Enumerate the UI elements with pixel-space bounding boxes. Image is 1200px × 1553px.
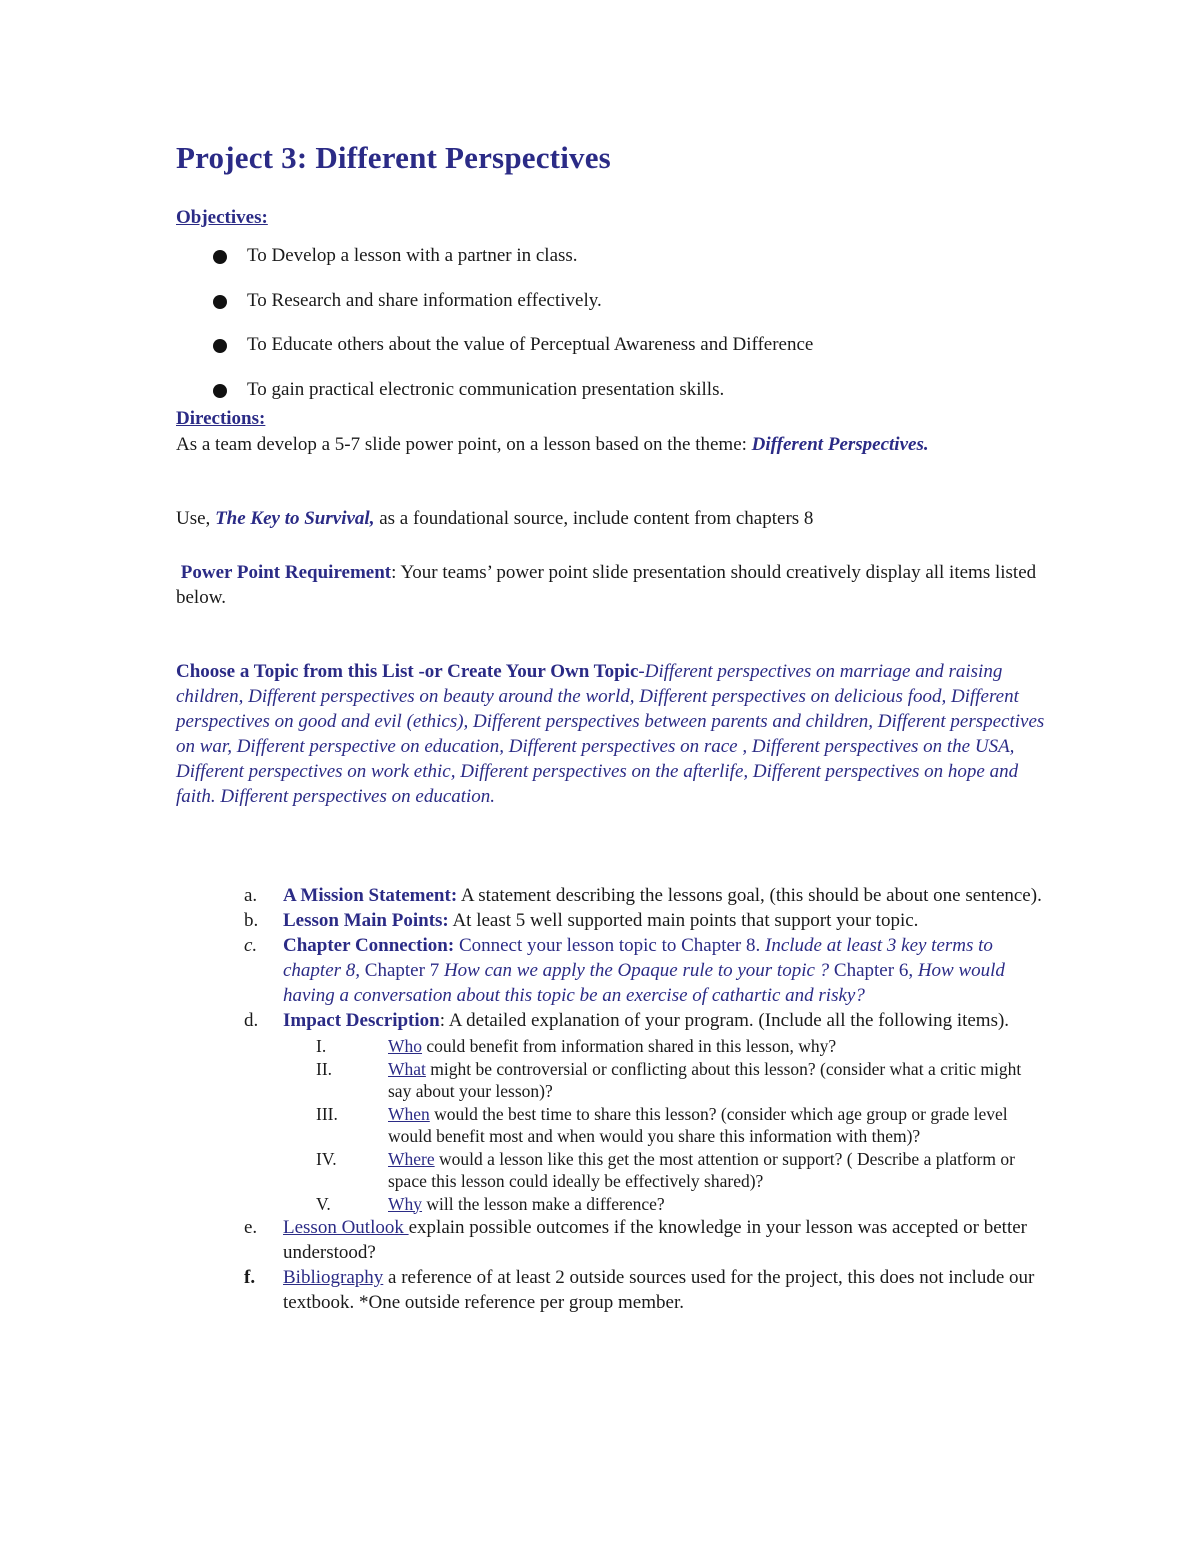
bullet-icon (213, 384, 227, 398)
requirements-list (244, 883, 1044, 1315)
list-item: a. A Mission Statement: A statement describing the lessons goal, (this should be about one sentence). (244, 885, 1042, 906)
list-item: To Educate others about the value of Perceptual Awareness and Difference (208, 330, 813, 375)
list-item: To Develop a lesson with a partner in class. (208, 241, 813, 286)
page-title: Project 3: Different Perspectives (176, 140, 611, 175)
list-item: b. Lesson Main Points: At least 5 well supported main points that support your topic. (244, 910, 919, 931)
list-item: c. Chapter Connection: Connect your lesson topic to Chapter 8. Include at least 3 key terms to chapter 8, Chapter 7 How can we apply the Opaque rule to your topic ? Chapter 6, How would having a conversation about this topic be an exercise of cathartic and risky? (244, 935, 1005, 1006)
topic-options: -Different perspectives on marriage and raising children, Different perspectives on beauty around the world, Different perspectives on delicious food, Different perspectives on good and evil (ethics), Different perspectives between parents and children, Different perspectives on war, Different perspective on education, Different perspectives on race , Different perspectives on the USA, Different perspectives on work ethic, Different perspectives on the afterlife, Different perspectives on hope and faith. Different perspectives on education. (176, 661, 1045, 807)
list-item: III. When would the best time to share this lesson? (consider which age group or grade level would benefit most and when would you share this information with them)? (316, 1103, 1008, 1146)
source-text: Use, The Key to Survival, as a foundational source, include content from chapters 8 (176, 508, 814, 529)
bullet-icon (213, 295, 227, 309)
bullet-icon (213, 339, 227, 353)
directions-heading: Directions: (176, 408, 266, 429)
requirement-label: Power Point Requirement (180, 562, 392, 583)
list-item: IV. Where would a lesson like this get the most attention or support? ( Describe a platform or space this lesson could ideally be effectively shared)? (316, 1148, 1015, 1191)
objectives-heading: Objectives: (176, 207, 268, 228)
textbook-title: The Key to Survival, (215, 508, 375, 529)
requirement-text: Power Point Requirement: Your teams’ power point slide presentation should creatively display all items listed below. (176, 562, 1037, 608)
impact-sublist (283, 1035, 1044, 1215)
list-item: e. Lesson Outlook explain possible outcomes if the knowledge in your lesson was accepted or better understood? (244, 1217, 1027, 1263)
list-item: f. Bibliography a reference of at least 2 outside sources used for the project, this does not include our textbook. *One outside reference per group member. (244, 1267, 1035, 1313)
topic-lead: Choose a Topic from this List -or Create Your Own Topic (176, 661, 639, 682)
theme-name: Different Perspectives. (751, 434, 929, 455)
list-item: I. Who could benefit from information shared in this lesson, why? (316, 1036, 837, 1056)
list-item: To Research and share information effectively. (208, 286, 813, 331)
topic-list (176, 659, 1046, 809)
list-item: V. Why will the lesson make a difference? (316, 1193, 665, 1214)
list-item: To gain practical electronic communication presentation skills. (208, 375, 813, 420)
list-item: II. What might be controversial or conflicting about this lesson? (consider what a critic might say about your lesson)? (316, 1058, 1022, 1101)
directions-text: As a team develop a 5-7 slide power point, on a lesson based on the theme: Different Perspectives. (176, 434, 929, 455)
list-item: d. Impact Description: A detailed explanation of your program. (Include all the following items). I. Who could benefit from information shared in this lesson, why? II. What might be controversial or conflicting about this lesson? (consider what a critic might say about your lesson)? III. When would the best time to share this lesson? (consider which age group or grade level would benefit most and when would you share this information with them)? IV. Where would a lesson like this get the most attention or support? ( Describe a platform or space this lesson could ideally be effectively shared)? V. Why will the lesson make a difference? (244, 1008, 1044, 1215)
bullet-icon (213, 250, 227, 264)
objectives-list (208, 241, 813, 419)
